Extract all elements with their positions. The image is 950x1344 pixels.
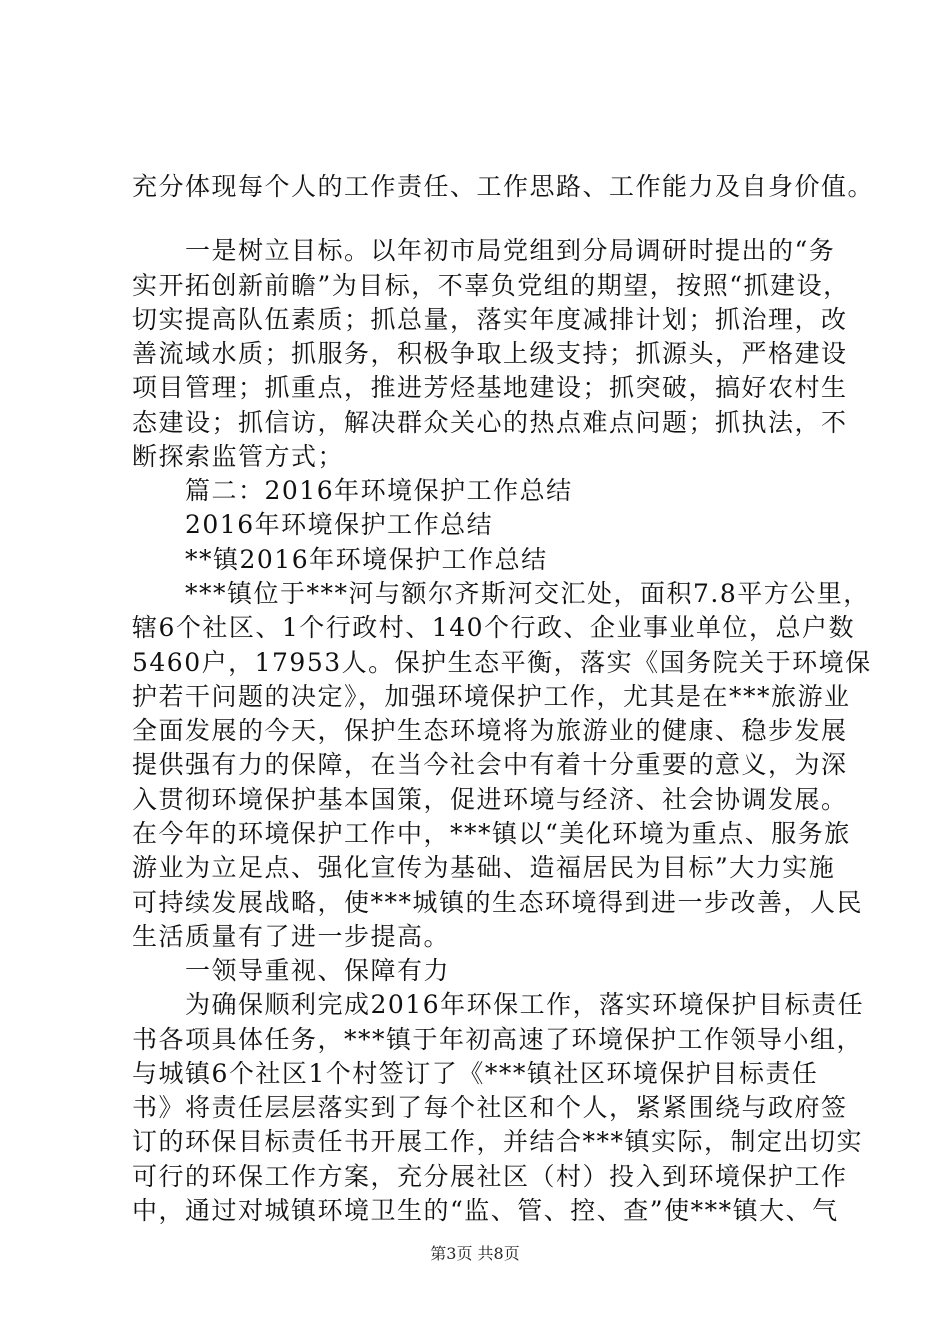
text-line: 断探索监管方式； [132,442,345,471]
section-heading: 2016年环境保护工作总结 [132,510,494,539]
text-line: 一是树立目标。以年初市局党组到分局调研时提出的“务 [132,236,836,265]
text-line: 善流域水质；抓服务，积极争取上级支持；抓源头，严格建设 [132,339,848,368]
text-line: 生活质量有了进一步提高。 [132,922,451,951]
text-line: 充分体现每个人的工作责任、工作思路、工作能力及自身价值。 [132,172,875,201]
text-line: 全面发展的今天，保护生态环境将为旅游业的健康、稳步发展 [132,716,848,745]
text-line: 态建设；抓信访，解决群众关心的热点难点问题；抓执法，不 [132,408,848,437]
text-line: 可行的环保工作方案，充分展社区（村）投入到环境保护工作 [132,1162,848,1191]
text-line: 在今年的环境保护工作中，***镇以“美化环境为重点、服务旅 [132,819,851,848]
text-line: 订的环保目标责任书开展工作，并结合***镇实际，制定出切实 [132,1127,864,1156]
text-line: 护若干问题的决定》，加强环境保护工作，尤其是在***旅游业 [132,682,851,711]
text-line: 可持续发展战略，使***城镇的生态环境得到进一步改善，人民 [132,888,864,917]
text-line: 游业为立足点、强化宣传为基础、造福居民为目标”大力实施 [132,853,836,882]
text-line: 入贯彻环境保护基本国策，促进环境与经济、社会协调发展。 [132,785,848,814]
page-number: 第3页 共8页 [430,1244,520,1263]
text-line: 中，通过对城镇环境卫生的“监、管、控、查”使***镇大、气 [132,1196,839,1225]
text-line: 切实提高队伍素质；抓总量，落实年度减排计划；抓治理，改 [132,305,848,334]
text-line: 书》将责任层层落实到了每个社区和个人，紧紧围绕与政府签 [132,1093,848,1122]
text-line: 为确保顺利完成2016年环保工作，落实环境保护目标责任 [132,990,865,1019]
section-heading: **镇2016年环境保护工作总结 [132,545,548,574]
text-line: 辖6个社区、1个行政村、140个行政、企业事业单位，总户数 [132,613,856,642]
text-line: 项目管理；抓重点，推进芳烃基地建设；抓突破，搞好农村生 [132,373,848,402]
section-heading: 篇二：2016年环境保护工作总结 [132,476,573,505]
text-line: 5460户，17953人。保护生态平衡，落实《国务院关于环境保 [132,648,872,677]
text-line: 书各项具体任务，***镇于年初高速了环境保护工作领导小组， [132,1025,864,1054]
text-line: ***镇位于***河与额尔齐斯河交汇处，面积7.8平方公里， [132,579,870,608]
text-line: 与城镇6个社区1个村签订了《***镇社区环境保护目标责任 [132,1059,819,1088]
text-line: 实开拓创新前瞻”为目标，不辜负党组的期望，按照“抓建设， [132,271,850,300]
text-line: 提供强有力的保障，在当今社会中有着十分重要的意义，为深 [132,750,848,779]
section-heading: 一领导重视、保障有力 [132,956,451,985]
